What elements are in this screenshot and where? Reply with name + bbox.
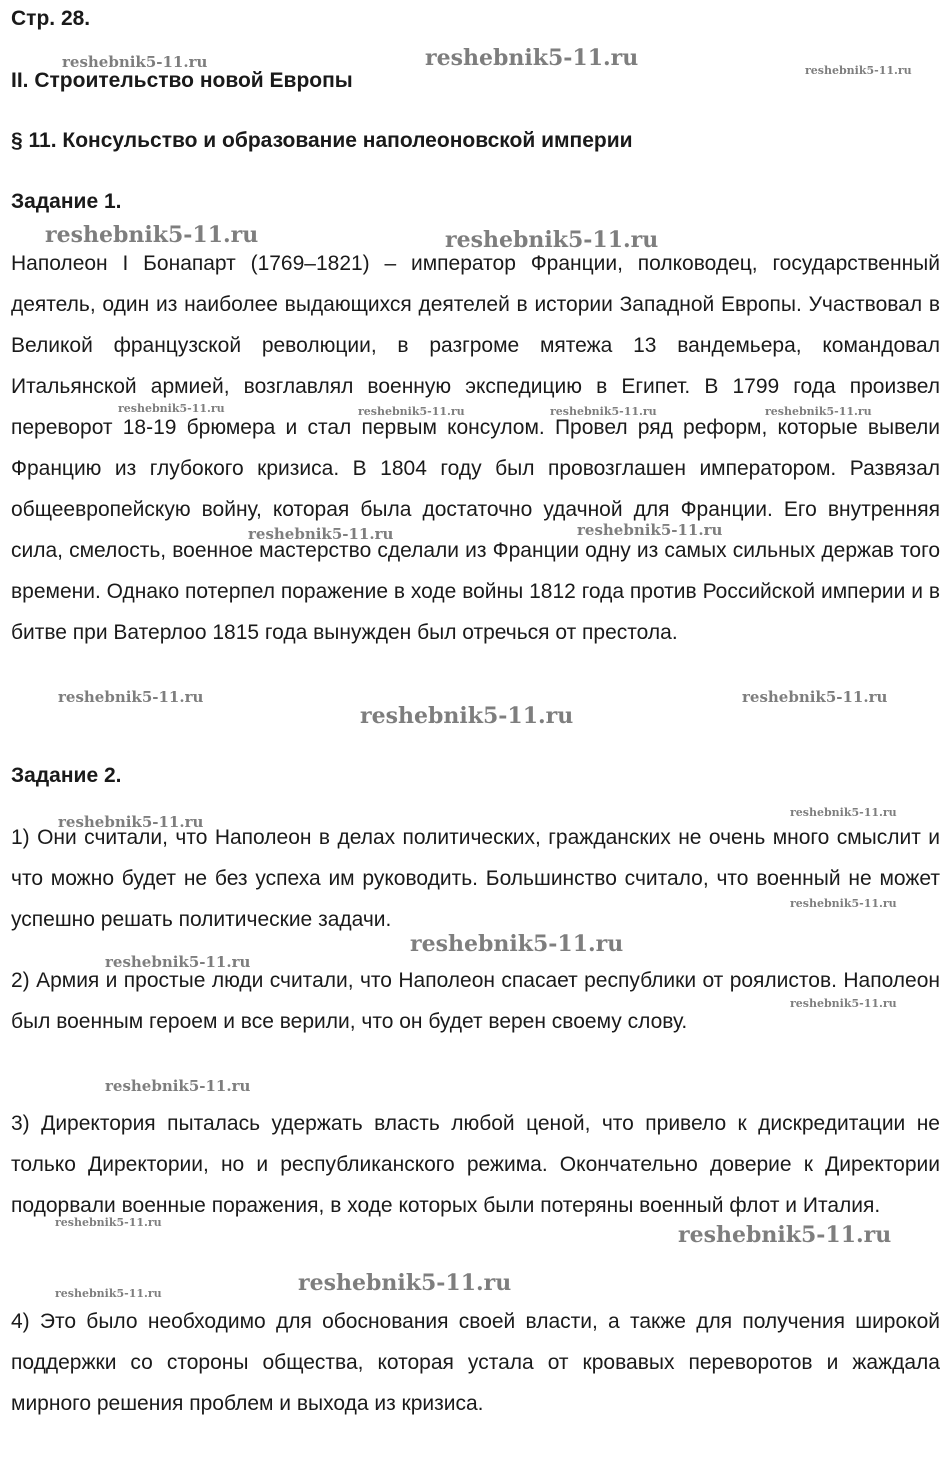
page-label: Стр. 28. <box>11 7 91 30</box>
watermark: reshebnik5-11.ru <box>805 64 912 77</box>
section-title: II. Строительство новой Европы <box>11 69 353 92</box>
watermark: reshebnik5-11.ru <box>62 53 208 71</box>
watermark: reshebnik5-11.ru <box>790 997 897 1010</box>
watermark: reshebnik5-11.ru <box>58 813 204 831</box>
watermark: reshebnik5-11.ru <box>742 688 888 706</box>
watermark: reshebnik5-11.ru <box>298 1270 512 1296</box>
watermark: reshebnik5-11.ru <box>790 897 897 910</box>
watermark: reshebnik5-11.ru <box>550 405 657 418</box>
watermark: reshebnik5-11.ru <box>445 227 659 253</box>
chapter-title: § 11. Консульство и образование наполеоновской империи <box>11 129 633 152</box>
task1-text: Наполеон I Бонапарт (1769–1821) – император Франции, полководец, государственный деятель, один из наиболее выдающихся деятелей в истории Западной Европы. Участвовал в Великой французской революции, в разгроме мятежа 13 вандемьера, командовал Итальянской армией, возглавлял военную экспедицию в Египет. В 1799 года произвел переворот 18-19 брюмера и стал первым консулом. Провел ряд реформ, которые вывели Францию из глубокого кризиса. В 1804 году был провозглашен императором. Развязал общеевропейскую войну, которая была достаточно удачной для Франции. Его внутренняя сила, смелость, военное мастерство сделали из Франции одну из самых сильных держав того времени. Однако потерпел поражение в ходе войны 1812 года против Российской империи и в битве при Ватерлоо 1815 года вынужден был отречься от престола. <box>11 252 940 644</box>
watermark: reshebnik5-11.ru <box>790 806 897 819</box>
watermark: reshebnik5-11.ru <box>118 402 225 415</box>
watermark: reshebnik5-11.ru <box>360 703 574 729</box>
task2-answer-2: 2) Армия и простые люди считали, что Наполеон спасает республики от роялистов. Наполеон был военным героем и все верили, что он будет верен своему слову. <box>11 969 940 1033</box>
watermark: reshebnik5-11.ru <box>55 1287 162 1300</box>
watermark: reshebnik5-11.ru <box>55 1216 162 1229</box>
watermark: reshebnik5-11.ru <box>577 521 723 539</box>
task2-answer-1: 1) Они считали, что Наполеон в делах политических, гражданских не очень много смыслит и что можно будет не без успеха им руководить. Большинство считало, что военный не может успешно решать политические задачи. <box>11 826 940 931</box>
watermark: reshebnik5-11.ru <box>678 1222 892 1248</box>
task2-title: Задание 2. <box>11 764 122 787</box>
task1-title: Задание 1. <box>11 190 122 213</box>
watermark: reshebnik5-11.ru <box>58 688 204 706</box>
watermark: reshebnik5-11.ru <box>425 45 639 71</box>
watermark: reshebnik5-11.ru <box>358 405 465 418</box>
watermark: reshebnik5-11.ru <box>248 525 394 543</box>
watermark: reshebnik5-11.ru <box>765 405 872 418</box>
watermark: reshebnik5-11.ru <box>45 222 259 248</box>
watermark: reshebnik5-11.ru <box>105 1077 251 1095</box>
watermark: reshebnik5-11.ru <box>105 953 251 971</box>
task2-answer-4: 4) Это было необходимо для обоснования своей власти, а также для получения широкой поддержки со стороны общества, которая устала от кровавых переворотов и жаждала мирного решения проблем и выхода из кризиса. <box>11 1310 940 1415</box>
task2-answer-3: 3) Директория пыталась удержать власть любой ценой, что привело к дискредитации не только Директории, но и республиканского режима. Окончательно доверие к Директории подорвали военные поражения, в ходе которых были потеряны военный флот и Италия. <box>11 1112 940 1217</box>
watermark: reshebnik5-11.ru <box>410 931 624 957</box>
